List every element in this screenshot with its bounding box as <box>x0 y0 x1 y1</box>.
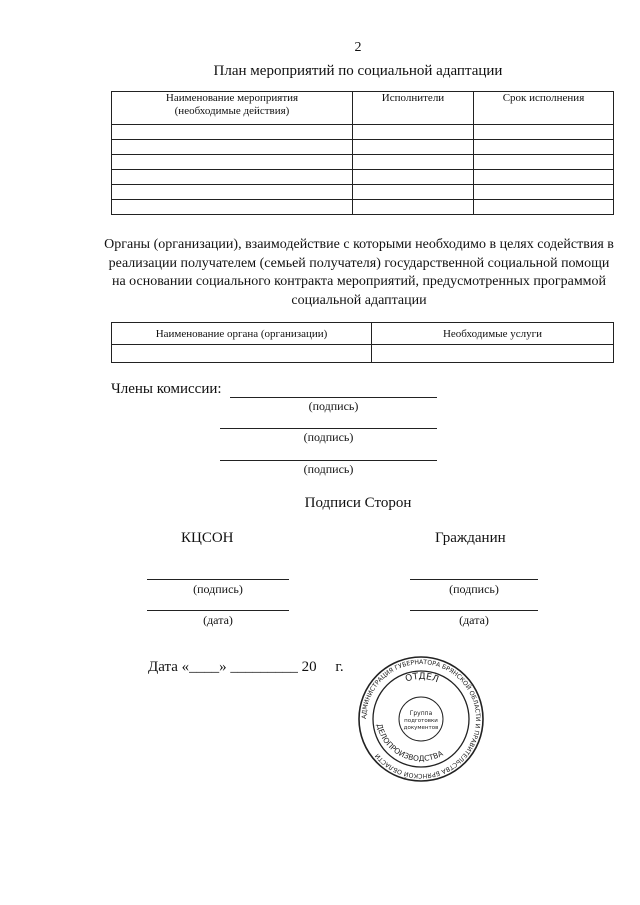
date-day-blank[interactable]: ____ <box>189 659 220 675</box>
plan-table-header-row <box>112 92 614 125</box>
party-citizen: Гражданин <box>435 530 506 546</box>
date-prefix: Дата « <box>148 659 190 675</box>
date-month-blank[interactable]: _________ <box>230 659 298 675</box>
citizen-signature-caption: (подпись) <box>449 582 499 596</box>
kcson-signature-caption: (подпись) <box>193 582 243 596</box>
table-row <box>112 345 614 363</box>
plan-table <box>111 91 614 215</box>
stamp-center-line-2: подготовки <box>404 718 438 724</box>
table-row <box>112 125 614 140</box>
plan-col-activity: Наименование мероприятия (необходимые действия) <box>112 92 353 125</box>
commission-signature-line-2[interactable] <box>220 428 437 429</box>
kcson-date-caption: (дата) <box>203 613 233 627</box>
stamp-center-line-3: документов <box>403 725 439 731</box>
commission-label: Члены комиссии: <box>111 381 222 397</box>
commission-signature-line-3[interactable] <box>220 460 437 461</box>
commission-signature-caption-2: (подпись) <box>303 430 354 444</box>
plan-col-deadline: Срок исполнения <box>474 92 614 125</box>
parties-title: Подписи Сторон <box>304 495 412 511</box>
commission-signature-caption-3: (подпись) <box>303 462 354 476</box>
organs-table-header-row <box>112 323 614 345</box>
official-stamp <box>356 654 486 784</box>
table-row <box>112 170 614 185</box>
table-row <box>112 185 614 200</box>
date-suffix: г. <box>335 659 344 675</box>
date-year: 20 <box>301 659 317 675</box>
date-close-quote: » <box>219 659 227 675</box>
stamp-outer-text: АДМИНИСТРАЦИЯ ГУБЕРНАТОРА БРЯНСКОЙ ОБЛАСТИ И ПРАВИТЕЛЬСТВА БРЯНСКОЙ ОБЛАСТИ <box>360 658 482 780</box>
plan-title: План мероприятий по социальной адаптации <box>213 63 503 79</box>
organs-paragraph: Органы (организации), взаимодействие с которыми необходимо в целях содействия в реализации получателем (семьей получателя) государственной социальной помощи на основании социального контракта мероприятий, предусмотренных программой социальной адаптации <box>104 237 614 308</box>
kcson-date-line[interactable] <box>147 610 289 611</box>
table-row <box>112 140 614 155</box>
commission-signature-line-1[interactable] <box>230 397 437 398</box>
organs-col-services: Необходимые услуги <box>372 323 614 345</box>
stamp-center-line-1: Группа <box>409 710 433 717</box>
organs-table <box>111 322 614 363</box>
table-row <box>112 200 614 215</box>
stamp-inner-top: ОТДЕЛ <box>404 671 440 686</box>
citizen-date-caption: (дата) <box>459 613 489 627</box>
organs-col-name: Наименование органа (организации) <box>112 323 372 345</box>
party-kcson: КЦСОН <box>181 530 234 546</box>
date-line <box>148 659 344 676</box>
kcson-signature-line[interactable] <box>147 579 289 580</box>
citizen-date-line[interactable] <box>410 610 538 611</box>
citizen-signature-line[interactable] <box>410 579 538 580</box>
plan-col-executors: Исполнители <box>353 92 474 125</box>
table-row <box>112 155 614 170</box>
commission-signature-caption-1: (подпись) <box>308 399 359 413</box>
stamp-inner-side: ДЕЛОПРОИЗВОДСТВА <box>374 722 445 764</box>
page-number: 2 <box>354 40 362 55</box>
